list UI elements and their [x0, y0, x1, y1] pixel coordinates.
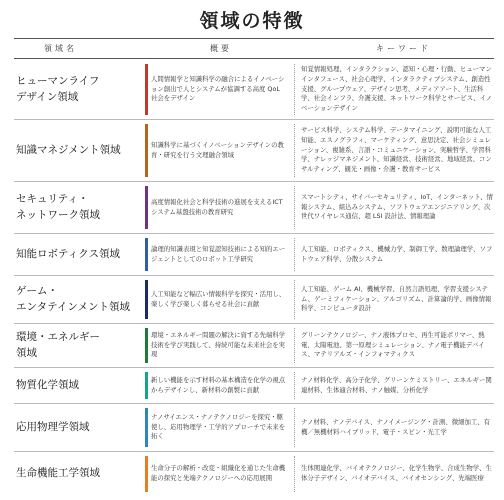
domain-keywords: グリーンテクノロジー、ナノ液体プロセ、再生可能ポリマー、熱電、太陽電池、第一原理シミュレーション、ナノ電子機能デバイス、マテリアルズ・インフォマティクス [301, 331, 485, 359]
column-divider [294, 372, 295, 399]
domain-keywords: スマートシティ、サイバーセキュリティ、IoT、インターネット、情報システム、組込みシステム、ソフトウェアエンジニアリング、次世代ワイヤレス通信、超 LSI 設計法、情報理論 [301, 193, 493, 221]
domain-keywords: サービス科学、システム科学、データマイニング、説明可能な人工知能、エスノグラフィ、マーケティング、意思決定、社会シミュレーション、複雑系、言語・コミュニケーション、実験哲学、学習科学、ナレッジマネジメント、知識経営、技術経営、地域経営、コンサルティング、観光・画像・介護・教育サービス [301, 126, 492, 173]
domain-row [14, 324, 494, 368]
domain-summary: 生命分子の解析・改変・組織化を通じた生命機能の探究と先端テクノロジーへの応用展開 [151, 464, 286, 482]
domain-color-bar [145, 186, 148, 229]
domain-summary: ナノサイエンス・ナノテクノロジーを探究・駆使し、応用物理学・工学的アプローチで未来を拓く [151, 413, 286, 441]
domain-color-bar [145, 372, 148, 399]
domain-keywords: ナノ材料、ナノデバイス、ナノイメージング・計測、微細加工、有機／無機材料ハイブリッド、電子・スピン・光工学 [301, 417, 491, 436]
domain-row [14, 276, 494, 324]
domain-keywords: 生体関連化学、バイオテクノロジー、化学生物学、合成生物学、生体分子デザイン、バイオデバイス、バイオセンシング、先端医療 [301, 464, 492, 482]
domain-summary: 人間情報学と知識科学の融合によるイノベーション創出で人とシステムが協調する高度 QoL 社会をデザイン [151, 75, 285, 103]
domain-summary: 高度情報化社会と科学技術の進展を支えるICTシステム基盤技術の教育研究 [151, 197, 283, 216]
domain-color-bar [145, 280, 148, 319]
domain-name: 知能ロボティクス領域 [16, 247, 121, 260]
domain-color-bar [145, 456, 148, 492]
column-divider [294, 328, 295, 363]
domain-row [14, 404, 494, 452]
domain-summary: 環境・エネルギー問題の解決に資する先端科学技術を学び実践して、持続可能な未来社会を実現 [151, 331, 286, 359]
domain-name: セキュリティ・ ネットワーク領域 [16, 193, 100, 221]
domain-color-bar [145, 328, 148, 363]
domain-row [14, 182, 494, 234]
header-keywords: キーワード [376, 44, 431, 53]
domain-row [14, 368, 494, 404]
column-divider [294, 186, 295, 229]
domain-row [14, 60, 494, 120]
domain-color-bar [145, 124, 148, 177]
domain-name: ヒューマンライフ デザイン領域 [16, 75, 100, 103]
header-domain-name: 領域名 [44, 44, 77, 53]
domain-color-bar [145, 408, 148, 447]
domain-keywords: 知覚情報処理、インタラクション、認知・心理・行動、ヒューマンインタフェース、社会心理学、インタラクティブシステム、創造性支援、グループウェア、デザイン思考、メディアアート、生活科学、社会インフラ、介護支援、ネットワーク科学とサービス、イノベーションデザイン [301, 65, 493, 112]
domain-name: ゲーム・ エンタテインメント領域 [16, 285, 131, 313]
column-divider [294, 64, 295, 115]
column-divider [294, 408, 295, 447]
domain-keywords: 人工知能、ゲーム AI、機械学習、自然言語処理、学習支援システム、ゲーミフィケーション、アルゴリズム、計算論的学、画像情報科学、コンピュータ設計 [301, 285, 492, 313]
domain-summary: 新しい機能を示す材料の基本構造を化学の視点からデザインし、新材料の創製に貢献 [151, 375, 286, 394]
column-divider [294, 456, 295, 492]
domain-summary: 論理的知識表現と知覚認知技術による知的エージェントとしてのロボット工学研究 [151, 244, 286, 263]
page-title: 領域の特徴 [199, 10, 305, 32]
table-header [14, 38, 494, 59]
domain-name: 物質化学領域 [16, 378, 79, 391]
domain-keywords: 人工知能、ロボティクス、機械力学、制御工学、数理論理学、ソフトウェア科学、分散システム [301, 244, 493, 263]
domain-name: 環境・エネルギー 領域 [16, 331, 100, 359]
domain-name: 生命機能工学領域 [16, 467, 100, 480]
domain-keywords: ナノ材料化学、高分子化学、グリーンケミストリー、エネルギー関連材料、生体適合材料、ナノ触媒、分析化学 [301, 375, 492, 394]
column-divider [294, 238, 295, 271]
domain-summary: 人工知能など幅広い情報科学を探究・活用し、楽しく学び楽しく暮らせる社会に貢献 [151, 289, 286, 308]
header-summary: 概要 [210, 44, 232, 53]
domain-summary: 知識科学に基づくイノベーションデザインの教育・研究を行う文理融合領域 [151, 140, 284, 159]
column-divider [294, 124, 295, 177]
domain-color-bar [145, 64, 148, 115]
domain-name: 応用物理学領域 [16, 420, 90, 433]
domain-row [14, 120, 494, 182]
column-divider [294, 280, 295, 319]
domain-row [14, 452, 494, 496]
domain-name: 知識マネジメント領域 [16, 143, 121, 156]
domain-row [14, 234, 494, 276]
domain-color-bar [145, 238, 148, 271]
